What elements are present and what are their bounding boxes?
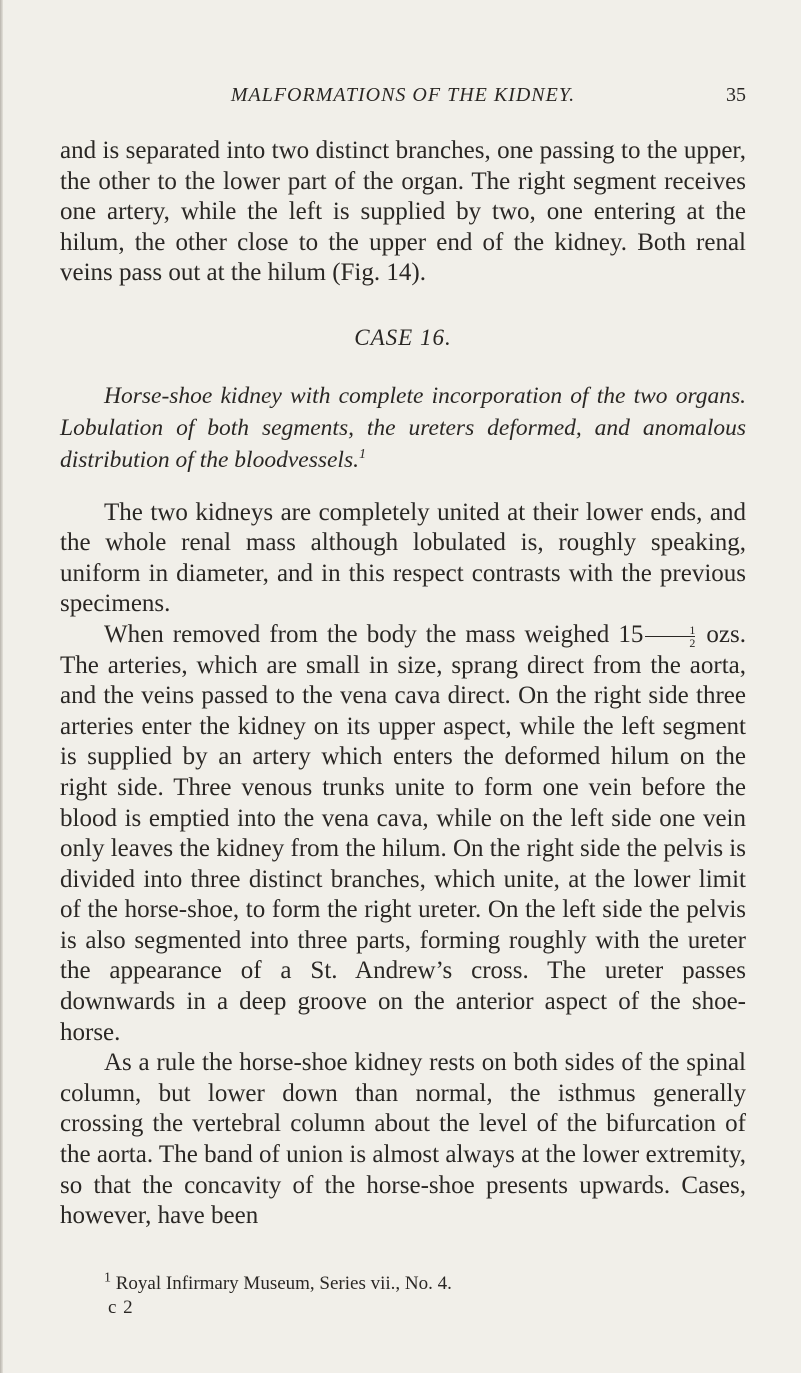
page-header bbox=[60, 84, 746, 124]
running-title: MALFORMATIONS OF THE KIDNEY. bbox=[230, 84, 576, 106]
paragraph-text: When removed from the body the mass weighed 15 bbox=[104, 620, 644, 648]
paragraph bbox=[60, 620, 746, 1048]
paragraph: The two kidneys are completely united at their lower ends, and the whole renal mass although lobulated is, roughly speaking, uniform in diameter, and in this respect contrasts with the previous specimens. bbox=[60, 498, 746, 618]
footnote-text: Royal Infirmary Museum, Series vii., No. 4. bbox=[111, 1273, 452, 1294]
fraction-denominator: 2 bbox=[689, 635, 696, 650]
page-edge bbox=[0, 0, 3, 1373]
page-number: 35 bbox=[726, 84, 746, 106]
footnote bbox=[104, 1272, 746, 1296]
fraction bbox=[645, 624, 695, 649]
paragraph: As a rule the horse-shoe kidney rests on both sides of the spinal column, but lower down than normal, the isthmus generally crossing the vertebral column about the level of the bifurcation of the aorta. The band of union is almost always at the lower extremity, so that the concavity of the horse-shoe presents upwards. Cases, however, have been bbox=[60, 1049, 746, 1230]
fraction-numerator: 1 bbox=[645, 624, 695, 637]
paragraph-text: ozs. The arteries, which are small in size, sprang direct from the aorta, and the veins passed to the vena cava direct. On the right side three arteries enter the kidney on its upper aspect, while the left segment is supplied by an artery which enters the deformed hilum on the right side. Three venous trunks unite to form one vein before the blood is emptied into the vena cava, while on the left side one vein only leaves the kidney from the hilum. On the right side the pelvis is divided into three distinct branches, which unite, at the lower limit of the horse-shoe, to form the right ureter. On the left side the pelvis is also segmented into three parts, forming roughly with the ureter the appearance of a St. Andrew’s cross. The ureter passes downwards in a deep groove on the anterior aspect of the shoe-horse. bbox=[60, 620, 747, 1046]
page-body bbox=[60, 136, 746, 1232]
case-summary bbox=[60, 380, 746, 476]
case-summary-text: Horse-shoe kidney with complete incorporation of the two organs. Lobulation of both segments, the ureters deformed, and anomalous distribution of the bloodvessels. bbox=[60, 382, 746, 473]
signature-mark: c 2 bbox=[108, 1297, 134, 1318]
case-heading: CASE 16. bbox=[354, 324, 452, 350]
footnote-ref: 1 bbox=[358, 446, 366, 462]
paragraph-continuation: and is separated into two distinct branches, one passing to the upper, the other to the lower part of the organ. The right segment receives one artery, while the left is supplied by two, one entering at the hilum, the other close to the upper end of the kidney. Both renal veins pass out at the hilum (Fig. 14). bbox=[60, 137, 746, 287]
footnote-marker: 1 bbox=[104, 1270, 111, 1286]
